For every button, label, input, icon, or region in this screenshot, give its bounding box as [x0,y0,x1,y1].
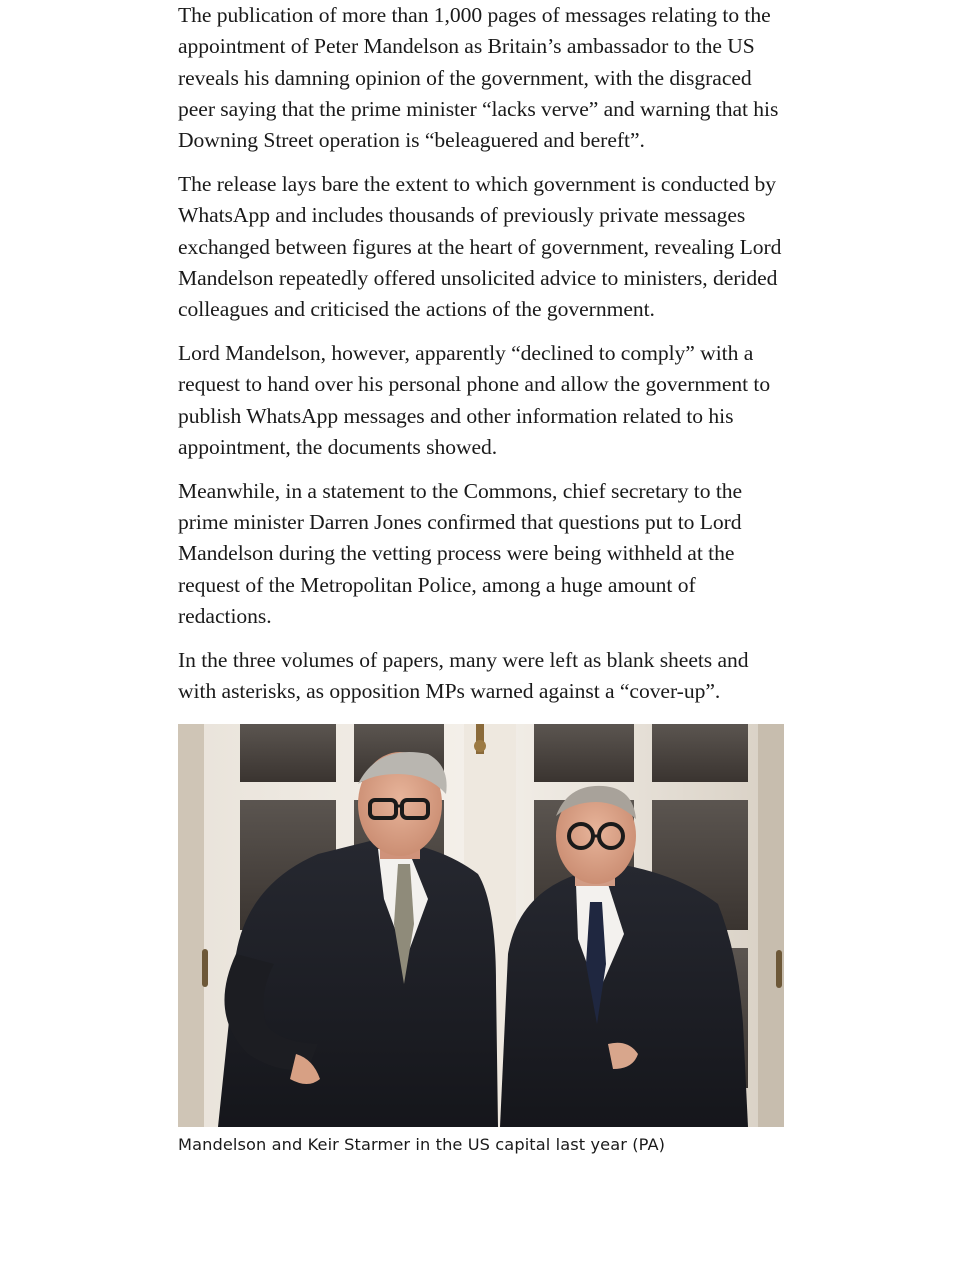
article-photo[interactable] [178,724,784,1127]
photo-illustration [178,724,784,1127]
article-body [178,0,784,1156]
article-paragraph-2: The release lays bare the extent to which government is conducted by WhatsApp and includes thousands of previously private messages exchanged between figures at the heart of government, revealing Lord Mandelson repeatedly offered unsolicited advice to ministers, derided colleagues and criticised the actions of the government. [178,171,782,322]
article-figure [178,724,784,1156]
article-paragraph-5: In the three volumes of papers, many were left as blank sheets and with asterisks, as opposition MPs warned against a “cover-up”. [178,647,749,703]
article-paragraph-3: Lord Mandelson, however, apparently “declined to comply” with a request to hand over his personal phone and allow the government to publish WhatsApp messages and other information related to his appointment, the documents showed. [178,340,771,459]
figure-caption: Mandelson and Keir Starmer in the US capital last year (PA) [178,1135,666,1155]
article-paragraph-4: Meanwhile, in a statement to the Commons, chief secretary to the prime minister Darren Jones confirmed that questions put to Lord Mandelson during the vetting process were being withheld at the request of the Metropolitan Police, among a huge amount of redactions. [178,478,743,628]
article-paragraph-1: The publication of more than 1,000 pages of messages relating to the appointment of Peter Mandelson as Britain’s ambassador to the US reveals his damning opinion of the government, with the disgraced peer saying that the prime minister “lacks verve” and warning that his Downing Street operation is “beleaguered and bereft”. [178,3,779,153]
